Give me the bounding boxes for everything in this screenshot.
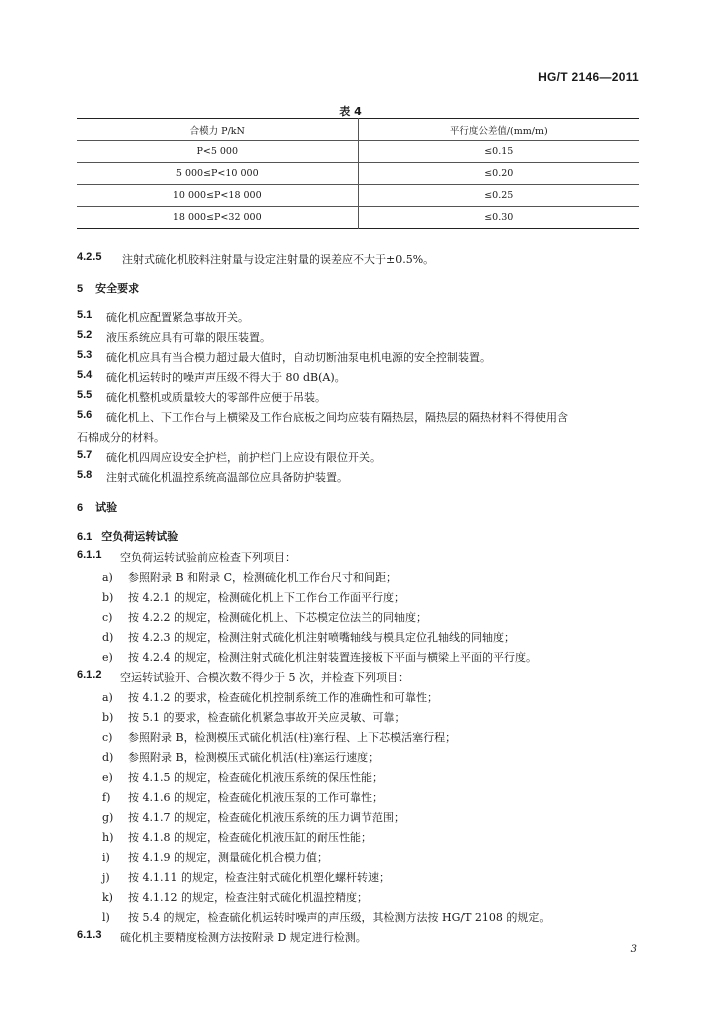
clause-number: 5.3	[77, 349, 93, 361]
list-text: 按 4.1.2 的要求，检查硫化机控制系统工作的准确性和可靠性；	[128, 691, 438, 704]
table-header-cell: 平行度公差值/(mm/m)	[358, 119, 639, 141]
table-cell: ≤0.20	[358, 163, 639, 185]
subsection-heading	[77, 528, 178, 544]
list-marker: l)	[102, 911, 110, 924]
list-text: 按 4.1.9 的规定，测量硫化机合模力值；	[128, 851, 328, 864]
list-marker: j)	[102, 871, 110, 884]
table-row	[77, 141, 639, 163]
page-number: 3	[630, 944, 637, 955]
list-text: 按 5.1 的要求，检查硫化机紧急事故开关应灵敏、可靠；	[128, 711, 406, 724]
list-item	[102, 649, 537, 665]
table-cell: P<5 000	[77, 141, 358, 163]
list-marker: c)	[102, 731, 113, 744]
list-item	[102, 609, 427, 625]
clause-text: 硫化机整机或质量较大的零部件应便于吊装。	[106, 391, 326, 404]
table-cell: 5 000≤P<10 000	[77, 163, 358, 185]
list-text: 按 5.4 的规定，检查硫化机运转时噪声的声压级，其检测方法按 HG/T 2108 的规定。	[128, 911, 551, 924]
list-item	[102, 889, 368, 905]
table-header-row	[77, 119, 639, 141]
list-item	[102, 769, 383, 785]
table-caption: 表 4	[339, 105, 362, 118]
clause-text: 硫化机上、下工作台与上横梁及工作台底板之间均应装有隔热层，隔热层的隔热材料不得使用含	[106, 411, 568, 424]
table-row	[77, 207, 639, 229]
clause-text: 空负荷运转试验前应检查下列项目：	[120, 551, 296, 564]
clause-text-continued: 石棉成分的材料。	[77, 431, 165, 444]
clause-number: 6.1.1	[77, 549, 102, 561]
list-marker: f)	[102, 791, 111, 804]
section-heading	[77, 280, 139, 296]
list-marker: a)	[102, 691, 113, 704]
table-cell: ≤0.15	[358, 141, 639, 163]
list-text: 按 4.1.8 的规定，检查硫化机液压缸的耐压性能；	[128, 831, 372, 844]
list-marker: d)	[102, 751, 114, 764]
clause-text: 注射式硫化机胶料注射量与设定注射量的误差应不大于±0.5%。	[122, 253, 435, 266]
table-row	[77, 163, 639, 185]
subsection-title: 空负荷运转试验	[101, 530, 179, 543]
section-title: 试验	[95, 501, 118, 514]
table-cell: 18 000≤P<32 000	[77, 207, 358, 229]
clause-number: 5.5	[77, 389, 93, 401]
list-item	[102, 809, 405, 825]
list-text: 按 4.1.5 的规定，检查硫化机液压系统的保压性能；	[128, 771, 383, 784]
clause-text: 硫化机应配置紧急事故开关。	[106, 311, 249, 324]
list-item	[102, 689, 438, 705]
list-text: 按 4.2.1 的规定，检测硫化机上下工作台工作面平行度；	[128, 591, 405, 604]
list-marker: h)	[102, 831, 114, 844]
section-heading	[77, 499, 117, 515]
list-marker: e)	[102, 651, 113, 664]
list-text: 参照附录 B 和附录 C，检测硫化机工作台尺寸和间距；	[128, 571, 397, 584]
clause-number: 5.8	[77, 469, 93, 481]
list-text: 按 4.1.6 的规定，检查硫化机液压泵的工作可靠性；	[128, 791, 383, 804]
subsection-number: 6.1	[77, 531, 93, 543]
clause-number: 6.1.3	[77, 929, 102, 941]
list-marker: c)	[102, 611, 113, 624]
list-marker: b)	[102, 711, 114, 724]
list-marker: b)	[102, 591, 114, 604]
list-marker: g)	[102, 811, 114, 824]
clause-number: 5.7	[77, 449, 93, 461]
list-item	[102, 589, 405, 605]
list-item	[102, 569, 397, 585]
clause-text: 空运转试验开、合模次数不得少于 5 次，并检查下列项目：	[120, 671, 409, 684]
list-item	[102, 869, 390, 885]
list-text: 参照附录 B，检测模压式硫化机活(柱)塞行程、上下芯模活塞行程；	[128, 731, 457, 744]
clause-number: 5.1	[77, 309, 93, 321]
list-item	[102, 629, 515, 645]
list-text: 参照附录 B，检测模压式硫化机活(柱)塞运行速度；	[128, 751, 380, 764]
list-text: 按 4.1.7 的规定，检查硫化机液压系统的压力调节范围；	[128, 811, 405, 824]
clause-text: 液压系统应具有可靠的限压装置。	[106, 331, 271, 344]
table-cell: ≤0.25	[358, 185, 639, 207]
list-marker: i)	[102, 851, 110, 864]
section-title: 安全要求	[95, 282, 140, 295]
clause-number: 5.6	[77, 409, 93, 421]
clause-number: 5.2	[77, 329, 93, 341]
clause-text: 硫化机四周应设安全护栏，前护栏门上应设有限位开关。	[106, 451, 381, 464]
list-text: 按 4.2.4 的规定，检测注射式硫化机注射装置连接板下平面与横梁上平面的平行度。	[128, 651, 537, 664]
clause-number: 5.4	[77, 369, 93, 381]
list-text: 按 4.2.3 的规定，检测注射式硫化机注射喷嘴轴线与模具定位孔轴线的同轴度；	[128, 631, 515, 644]
clause-text: 硫化机主要精度检测方法按附录 D 规定进行检测。	[120, 931, 367, 944]
clause-text: 硫化机运转时的噪声声压级不得大于 80 dB(A)。	[106, 371, 346, 384]
table-row	[77, 185, 639, 207]
list-marker: a)	[102, 571, 113, 584]
list-item	[102, 729, 456, 745]
list-text: 按 4.2.2 的规定，检测硫化机上、下芯模定位法兰的同轴度；	[128, 611, 427, 624]
section-number: 6	[77, 502, 84, 514]
list-marker: d)	[102, 631, 114, 644]
list-text: 按 4.1.11 的规定，检查注射式硫化机塑化螺杆转速；	[128, 871, 390, 884]
list-item	[102, 709, 406, 725]
clause-number: 6.1.2	[77, 669, 102, 681]
table-4	[77, 118, 639, 229]
table-cell: ≤0.30	[358, 207, 639, 229]
list-item	[102, 849, 328, 865]
list-marker: k)	[102, 891, 113, 904]
list-text: 按 4.1.12 的规定，检查注射式硫化机温控精度；	[128, 891, 368, 904]
list-marker: e)	[102, 771, 113, 784]
list-item	[102, 909, 550, 925]
clause-text: 注射式硫化机温控系统高温部位应具备防护装置。	[106, 471, 348, 484]
list-item	[102, 829, 372, 845]
table-cell: 10 000≤P<18 000	[77, 185, 358, 207]
table-header-cell: 合模力 P/kN	[77, 119, 358, 141]
list-item	[102, 749, 379, 765]
standard-number: HG/T 2146—2011	[538, 70, 639, 84]
clause-text: 硫化机应具有当合模力超过最大值时，自动切断油泵电机电源的安全控制装置。	[106, 351, 491, 364]
clause-number: 4.2.5	[77, 251, 102, 263]
section-number: 5	[77, 283, 84, 295]
list-item	[102, 789, 383, 805]
